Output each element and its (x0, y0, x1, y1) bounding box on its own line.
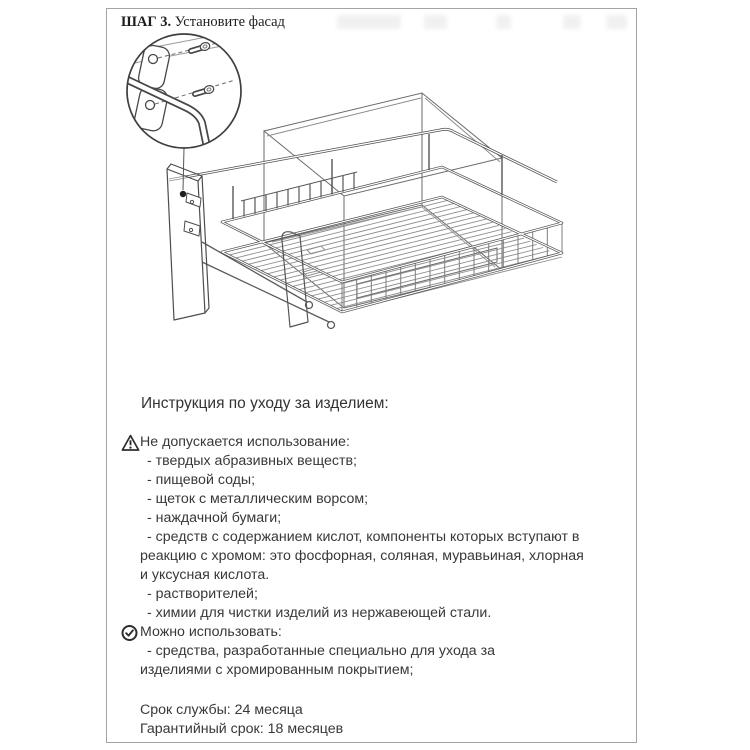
detail-circle (115, 30, 243, 152)
care-line: - средств с содержанием кислот, компоненты которых вступают в (147, 529, 580, 545)
care-line: - твердых абразивных веществ; (147, 453, 357, 469)
warning-triangle-icon (121, 434, 140, 452)
care-line: - средства, разработанные специально для ухода за (147, 643, 496, 659)
care-line: - пищевой соды; (147, 472, 256, 488)
allowed-list (140, 642, 626, 680)
assembly-figure (107, 10, 638, 392)
instruction-page (106, 8, 637, 743)
care-line: - щеток с металлическим ворсом; (147, 491, 369, 507)
allowed-section (121, 623, 626, 680)
warranty-text: Гарантийный срок: 18 месяцев (140, 721, 344, 737)
care-line: - растворителей; (147, 586, 258, 602)
step-title: Установите фасад (174, 14, 285, 30)
care-title: Инструкция по уходу за изделием: (141, 395, 389, 412)
terms-section (140, 701, 343, 739)
service-life-text: Срок службы: 24 месяца (140, 702, 303, 718)
prohibited-section (121, 433, 626, 623)
care-line: - наждачной бумаги; (147, 510, 282, 526)
care-line: изделиями с хромированным покрытием; (140, 662, 414, 678)
wire-basket-drawing (169, 129, 562, 328)
care-line: - химии для чистки изделий из нержавеющей стали. (147, 605, 492, 621)
allowed-heading: Можно использовать: (140, 624, 282, 640)
care-line: и уксусная кислота. (140, 567, 270, 583)
step-label: ШАГ 3. (121, 14, 172, 30)
check-circle-icon (121, 624, 140, 642)
screw-position-dot (180, 191, 186, 197)
prohibited-list (140, 452, 626, 623)
care-line: реакцию с хромом: это фосфорная, соляная, муравьиная, хлорная (140, 548, 584, 564)
prohibited-heading: Не допускается использование: (140, 434, 350, 450)
